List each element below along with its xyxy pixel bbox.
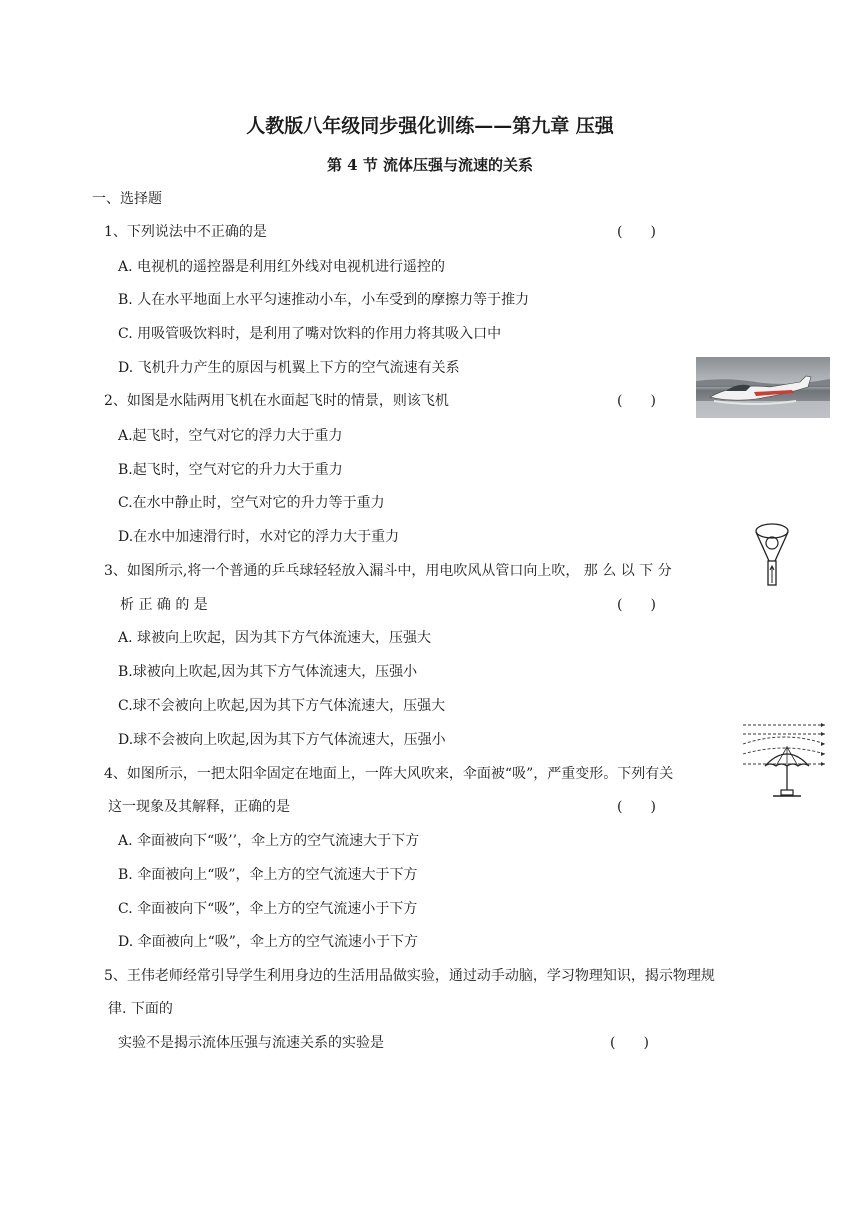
question-4-stem-line-2: 这一现象及其解释，正确的是 [108,799,290,815]
page-title: 人教版八年级同步强化训练——第九章 压强 [246,115,614,137]
question-2-option-d: D.在水中加速滑行时，水对它的浮力大于重力 [118,529,400,545]
question-2-option-c: C.在水中静止时，空气对它的升力等于重力 [118,495,385,511]
question-3-option-b: B.球被向上吹起,因为其下方气体流速大，压强小 [118,664,418,680]
question-4-option-c: C. 伞面被向下“吸”，伞上方的空气流速小于下方 [118,901,418,917]
question-3-option-c: C.球不会被向上吹起,因为其下方气体流速大，压强大 [118,698,446,714]
question-1-option-a: A. 电视机的遥控器是利用红外线对电视机进行遥控的 [118,259,446,275]
question-2-option-a: A.起飞时，空气对它的浮力大于重力 [118,428,343,444]
section-subtitle: 第 4 节 流体压强与流速的关系 [326,156,534,174]
question-3-stem-line-1: 3、如图所示,将一个普通的乒乓球轻轻放入漏斗中，用电吹风从管口向上吹， 那 么 以 下 分 [104,563,672,579]
question-2-option-b: B.起飞时，空气对它的升力大于重力 [118,462,343,478]
question-3-option-d: D.球不会被向上吹起,因为其下方气体流速大，压强小 [118,732,446,748]
question-4-answer-bracket: ( ) [617,799,656,815]
question-2-answer-bracket: ( ) [617,393,656,409]
question-4-option-b: B. 伞面被向上“吸”，伞上方的空气流速大于下方 [118,867,418,883]
question-2-stem: 2、如图是水陆两用飞机在水面起飞时的情景，则该飞机 [104,393,449,409]
question-3-stem-line-2: 析 正 确 的 是 [120,597,208,613]
question-4-option-d: D. 伞面被向上“吸”，伞上方的空气流速小于下方 [118,934,418,950]
question-5-answer-bracket: ( ) [610,1035,649,1051]
question-5-stem-line-3: 实验不是揭示流体压强与流速关系的实验是 [118,1035,384,1051]
question-3-answer-bracket: ( ) [617,597,656,613]
question-5-stem-line-2: 律. 下面的 [108,1001,173,1017]
question-1-option-c: C. 用吸管吸饮料时，是利用了嘴对饮料的作用力将其吸入口中 [118,326,502,342]
umbrella-wind-figure [741,720,829,802]
question-5-stem-line-1: 5、王伟老师经常引导学生利用身边的生活用品做实验，通过动手动脑，学习物理知识，揭示物理规 [104,968,715,984]
question-1-option-d: D. 飞机升力产生的原因与机翼上下方的空气流速有关系 [118,360,460,376]
question-1-option-b: B. 人在水平地面上水平匀速推动小车，小车受到的摩擦力等于推力 [118,292,530,308]
question-4-option-a: A. 伞面被向下“吸’’，伞上方的空气流速大于下方 [118,833,420,849]
seaplane-figure [696,357,830,418]
question-4-stem-line-1: 4、如图所示，一把太阳伞固定在地面上，一阵大风吹来，伞面被“吸”，严重变形。下列有关 [104,766,674,782]
funnel-ball-figure [752,521,792,589]
section-heading: 一、选择题 [92,191,162,207]
question-3-option-a: A. 球被向上吹起，因为其下方气体流速大，压强大 [118,630,432,646]
question-1-answer-bracket: ( ) [617,224,656,240]
question-1-stem: 1、下列说法中不正确的是 [104,224,267,240]
